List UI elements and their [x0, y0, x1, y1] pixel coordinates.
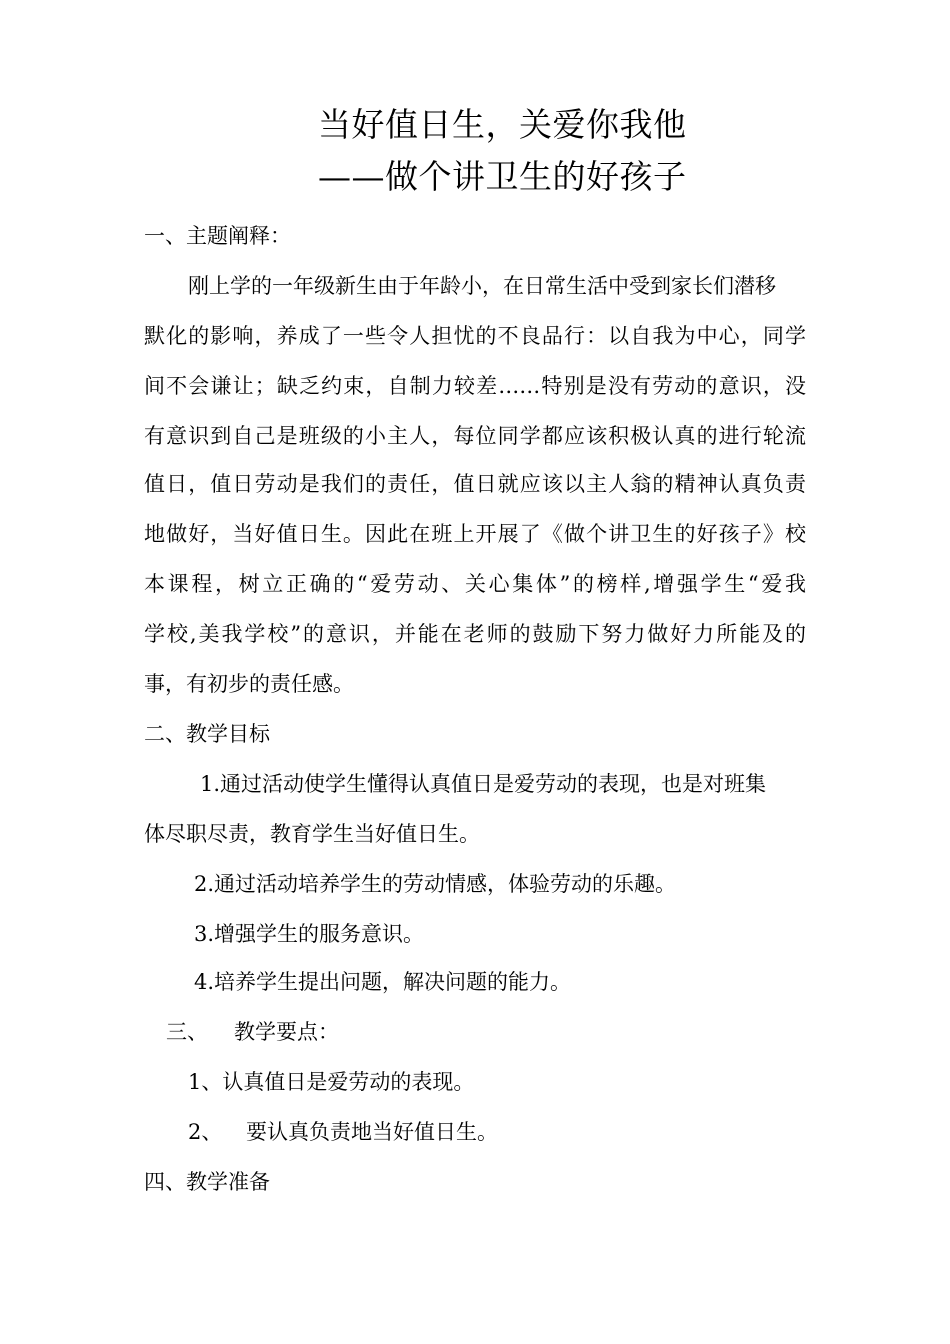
key-point-1: 1、认真值日是爱劳动的表现。	[188, 1070, 475, 1094]
section-heading-preparation: 四、教学准备	[144, 1170, 270, 1194]
paragraph-line: 值日，值日劳动是我们的责任，值日就应该以主人翁的精神认真负责	[144, 472, 806, 496]
paragraph-line: 刚上学的一年级新生由于年龄小，在日常生活中受到家长们潜移	[188, 274, 776, 298]
objective-item-3: 3.增强学生的服务意识。	[194, 922, 425, 946]
paragraph-line: 事，有初步的责任感。	[144, 672, 354, 696]
key-point-2-number: 2、	[188, 1120, 223, 1144]
paragraph-line: 学校,美我学校”的意识，并能在老师的鼓励下努力做好力所能及的	[144, 622, 806, 646]
objective-item-1: 1.通过活动使学生懂得认真值日是爱劳动的表现，也是对班集	[200, 772, 767, 796]
paragraph-line: 间不会谦让；缺乏约束，自制力较差……特别是没有劳动的意识，没	[144, 374, 806, 398]
paragraph-line: 有意识到自己是班级的小主人，每位同学都应该积极认真的进行轮流	[144, 424, 806, 448]
objective-item-1-continued: 体尽职尽责，教育学生当好值日生。	[144, 822, 480, 846]
objective-item-2: 2.通过活动培养学生的劳动情感，体验劳动的乐趣。	[194, 872, 677, 896]
paragraph-line: 本课程，树立正确的“爱劳动、关心集体”的榜样,增强学生“爱我	[144, 572, 806, 596]
objective-item-4: 4.培养学生提出问题，解决问题的能力。	[194, 970, 572, 994]
paragraph-line: 地做好，当好值日生。因此在班上开展了《做个讲卫生的好孩子》校	[144, 522, 806, 546]
section-heading-key-points: 教学要点：	[234, 1020, 339, 1044]
section-heading-theme: 一、主题阐释：	[144, 224, 291, 248]
document-title: 当好值日生，关爱你我他	[318, 105, 687, 144]
section-heading-objectives: 二、教学目标	[144, 722, 270, 746]
key-point-2: 要认真负责地当好值日生。	[246, 1120, 498, 1144]
section-number-3: 三、	[166, 1020, 208, 1044]
document-subtitle: ——做个讲卫生的好孩子	[318, 157, 687, 196]
paragraph-line: 默化的影响，养成了一些令人担忧的不良品行：以自我为中心，同学	[144, 324, 806, 348]
